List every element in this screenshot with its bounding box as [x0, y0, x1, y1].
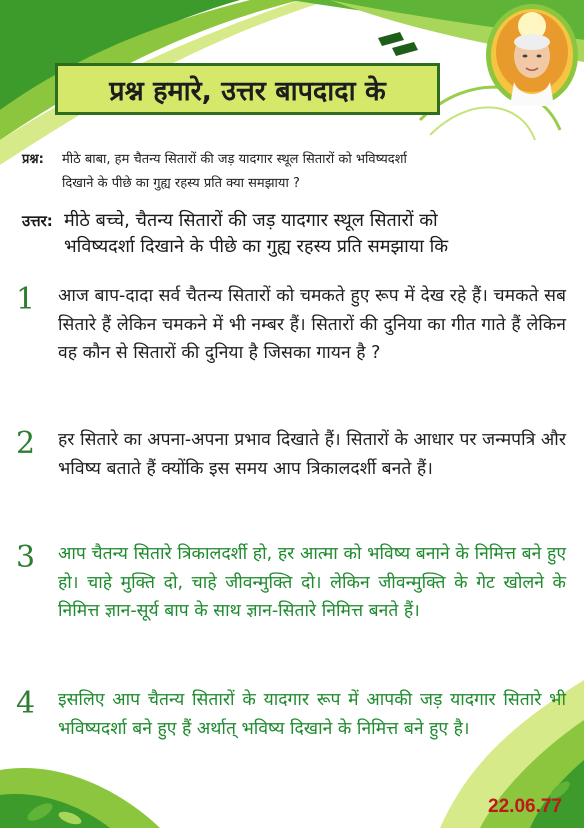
point-4 — [16, 686, 566, 743]
point-text: आप चैतन्य सितारे त्रिकालदर्शी हो, हर आत्मा को भविष्य बनाने के निमित्त बने हुए हो। चाहे मुक्ति दो, चाहे जीवन्मुक्ति दो। लेकिन जीवन्मुक्ति के गेट खोलने के निमित्त ज्ञान-सूर्य बाप के साथ ज्ञान-सितारे निमित्त बनते हैं। — [58, 544, 566, 621]
point-3 — [16, 540, 566, 626]
point-number: 1 — [16, 282, 36, 317]
point-number: 3 — [16, 540, 36, 575]
answer-block — [22, 208, 570, 260]
portrait-avatar — [484, 2, 580, 108]
question-line-1: मीठे बाबा, हम चैतन्य सितारों की जड़ यादगार स्थूल सितारों को भविष्यदर्शा — [62, 152, 407, 167]
point-2 — [16, 426, 566, 483]
date-stamp: 22.06.77 — [488, 796, 562, 817]
point-text: इसलिए आप चैतन्य सितारों के यादगार रूप में आपकी जड़ यादगार सितारे भी भविष्यदर्शा बने हुए हैं अर्थात् भविष्य दिखाने के निमित्त बने हुए है। — [58, 690, 566, 739]
answer-line-1: मीठे बच्चे, चैतन्य सितारों की जड़ यादगार स्थूल सितारों को — [64, 210, 438, 231]
page-title: प्रश्न हमारे, उत्तर बापदादा के — [109, 75, 386, 107]
point-number: 4 — [16, 686, 36, 721]
question-line-2: दिखाने के पीछे का गुह्य रहस्य प्रति क्या समझाया ? — [62, 176, 300, 191]
answer-label: उत्तर: — [22, 212, 53, 230]
question-block — [22, 148, 570, 196]
question-label: प्रश्न: — [22, 152, 44, 167]
point-1 — [16, 282, 566, 368]
point-text: हर सितारे का अपना-अपना प्रभाव दिखाते हैं। सितारों के आधार पर जन्मपत्रि और भविष्य बताते हैं क्योंकि इस समय आप त्रिकालदर्शी बनते हैं। — [58, 430, 566, 479]
point-text: आज बाप-दादा सर्व चैतन्य सितारों को चमकते हुए रूप में देख रहे हैं। चमकते सब सितारे हैं लेकिन चमकने में भी नम्बर हैं। सितारों की दुनिया का गीत गाते हैं लेकिन वह कौन से सितारों की दुनिया है जिसका गायन है ? — [58, 286, 566, 363]
page-title-box — [55, 63, 440, 115]
answer-line-2: भविष्यदर्शा दिखाने के पीछे का गुह्य रहस्य प्रति समझाया कि — [64, 236, 449, 257]
point-number: 2 — [16, 426, 36, 461]
